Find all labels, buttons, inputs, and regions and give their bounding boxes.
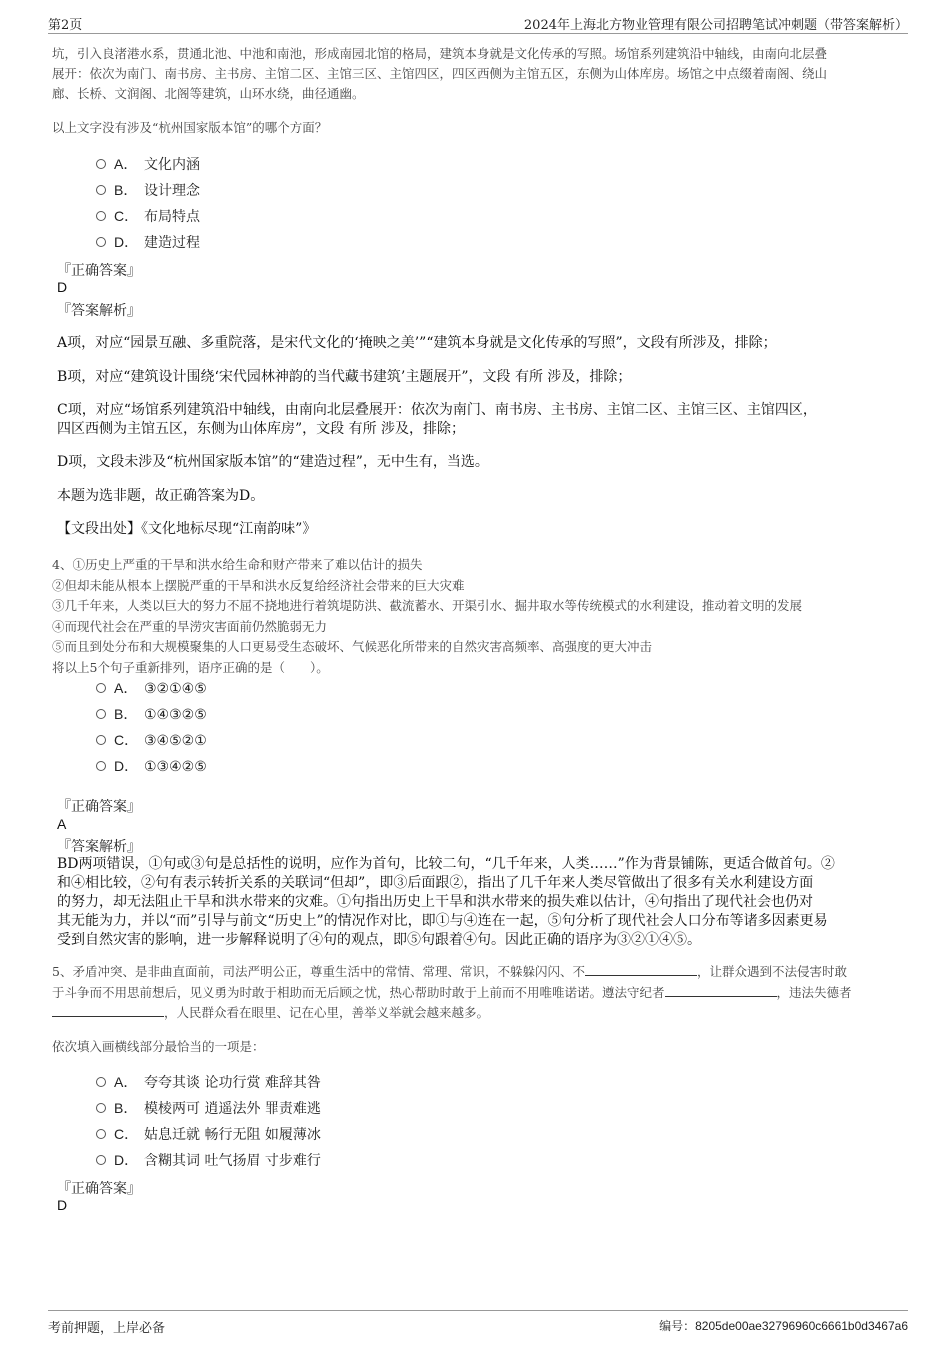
analysis-label: 『答案解析』 — [57, 839, 141, 855]
fill-blank-1[interactable] — [585, 964, 697, 976]
q4-option-d[interactable]: D． ①③④②⑤ — [96, 756, 207, 776]
q4-option-c[interactable]: C． ③④⑤②① — [96, 730, 207, 750]
q3-option-a[interactable]: A． 文化内涵 — [96, 154, 200, 174]
analysis-conclusion: 本题为选非题，故正确答案为D。 — [57, 488, 265, 504]
answer-value: A — [57, 816, 67, 832]
q4-line: 将以上5个句子重新排列，语序正确的是（ ）。 — [52, 659, 329, 675]
answer-label: 『正确答案』 — [57, 1181, 141, 1197]
fill-blank-3[interactable] — [52, 1005, 164, 1017]
passage-line: 展开：依次为南门、南书房、主书房、主馆二区、主馆三区、主馆四区，四区西侧为主馆五区，东侧为山体库房。场馆之中点缀着南阁、绕山 — [52, 66, 828, 81]
radio-icon[interactable] — [96, 1155, 106, 1165]
analysis-line: BD两项错误，①句或③句是总括性的说明，应作为首句，比较二句，“几千年来，人类……”作为背景铺陈，更适合做首句。② — [57, 856, 835, 872]
radio-icon[interactable] — [96, 761, 106, 771]
answer-label: 『正确答案』 — [57, 799, 141, 815]
page-footer — [48, 1310, 908, 1338]
radio-icon[interactable] — [96, 185, 106, 195]
analysis-line: 的努力，却无法阻止干旱和洪水带来的灾难。①句指出历史上干旱和洪水带来的损失难以估计，④句指出了现代社会也仍对 — [57, 894, 813, 910]
q5-line-1: 5、矛盾冲突、是非曲直面前，司法严明公正，尊重生活中的常情、常理、常识，不躲躲闪闪、不 ，让群众遇到不法侵害时敢 — [52, 964, 847, 979]
analysis-a: A项，对应“园景互融、多重院落，是宋代文化的‘掩映之美’”“建筑本身就是文化传承的写照”，文段有所涉及，排除； — [57, 335, 777, 351]
q3-option-c[interactable]: C． 布局特点 — [96, 206, 200, 226]
analysis-line: 其无能为力，并以“而”引导与前文“历史上”的情况作对比，即①与④连在一起，⑤句分析了现代社会人口分布等诸多因素更易 — [57, 913, 828, 929]
answer-value: D — [57, 279, 68, 295]
q4-option-b[interactable]: B． ①④③②⑤ — [96, 704, 207, 724]
passage-line: 廊、长桥、文润阁、北阁等建筑，山环水绕，曲径通幽。 — [52, 86, 365, 101]
footer-slogan: 考前押题，上岸必备 — [48, 1321, 166, 1336]
q5-option-c[interactable]: C． 姑息迁就 畅行无阻 如履薄冰 — [96, 1124, 321, 1144]
page-number: 第2页 — [48, 18, 83, 33]
analysis-b: B项，对应“建筑设计围绕‘宋代园林神韵的当代藏书建筑’主题展开”，文段 有所 涉及，排除； — [57, 369, 632, 385]
q5-line-2: 于斗争而不用思前想后，见义勇为时敢于相助而无后顾之忧，热心帮助时敢于上前而不用唯唯诺诺。遵法守纪者 ，违法失德者 — [52, 984, 852, 1000]
q5-option-a[interactable]: A． 夸夸其谈 论功行赏 难辞其咎 — [96, 1072, 321, 1092]
q4-line: ⑤而且到处分布和大规模聚集的人口更易受生态破坏、气候恶化所带来的自然灾害高频率、高强度的更大冲击 — [52, 639, 653, 654]
answer-label: 『正确答案』 — [57, 263, 141, 279]
q5-question — [52, 962, 897, 1024]
radio-icon[interactable] — [96, 1077, 106, 1087]
radio-icon[interactable] — [96, 159, 106, 169]
q5-option-b[interactable]: B． 模棱两可 逍遥法外 罪责难逃 — [96, 1098, 321, 1118]
radio-icon[interactable] — [96, 709, 106, 719]
passage-line: 坑，引入良渚港水系，贯通北池、中池和南池，形成南园北馆的格局，建筑本身就是文化传承的写照。场馆系列建筑沿中轴线，由南向北层叠 — [52, 46, 828, 61]
document-title: 2024年上海北方物业管理有限公司招聘笔试冲刺题（带答案解析） — [523, 18, 908, 33]
q5-option-d[interactable]: D． 含糊其词 吐气扬眉 寸步难行 — [96, 1150, 321, 1170]
q4-line: ③几千年来，人类以巨大的努力不屈不挠地进行着筑堤防洪、截流蓄水、开渠引水、掘井取水等传统模式的水利建设，推动着文明的发展 — [52, 598, 803, 613]
fill-blank-2[interactable] — [665, 985, 777, 997]
radio-icon[interactable] — [96, 211, 106, 221]
q4-line: ④而现代社会在严重的旱涝灾害面前仍然脆弱无力 — [52, 618, 328, 634]
analysis-c-line1: C项，对应“场馆系列建筑沿中轴线，由南向北层叠展开：依次为南门、南书房、主书房、主馆二区、主馆三区、主馆四区， — [57, 402, 817, 418]
page-header — [48, 12, 908, 34]
radio-icon[interactable] — [96, 1129, 106, 1139]
radio-icon[interactable] — [96, 237, 106, 247]
q4-option-a[interactable]: A． ③②①④⑤ — [96, 678, 207, 698]
q4-line: ②但却未能从根本上摆脱严重的干旱和洪水反复给经济社会带来的巨大灾难 — [52, 577, 465, 593]
radio-icon[interactable] — [96, 1103, 106, 1113]
answer-value: D — [57, 1197, 68, 1213]
q4-analysis — [57, 855, 897, 950]
q4-line: 4、①历史上严重的干旱和洪水给生命和财产带来了难以估计的损失 — [52, 557, 423, 572]
q5-line-3: ，人民群众看在眼里、记在心里，善举义举就会越来越多。 — [52, 1003, 897, 1024]
q3-passage — [52, 44, 897, 104]
analysis-line: 和④相比较，②句有表示转折关系的关联词“但却”，即③后面跟②，指出了几千年来人类尽管做出了很多有关水利建设方面 — [57, 875, 814, 891]
q3-option-b[interactable]: B． 设计理念 — [96, 180, 200, 200]
passage-source: 【文段出处】《文化地标尽现“江南韵味”》 — [57, 521, 317, 537]
q5-prompt: 依次填入画横线部分最恰当的一项是： — [52, 1039, 265, 1054]
q3-option-d[interactable]: D． 建造过程 — [96, 232, 200, 252]
radio-icon[interactable] — [96, 683, 106, 693]
analysis-line: 受到自然灾害的影响，进一步解释说明了④句的观点，即⑤句跟着④句。因此正确的语序为③②①④⑤。 — [57, 932, 701, 948]
radio-icon[interactable] — [96, 735, 106, 745]
analysis-c-line2: 四区西侧为主馆五区，东侧为山体库房”，文段 有所 涉及，排除； — [57, 421, 466, 437]
analysis-d: D项，文段未涉及“杭州国家版本馆”的“建造过程”，无中生有，当选。 — [57, 454, 489, 470]
document-code: 编号：8205de00ae32796960c6661b0d3467a6 — [659, 1319, 908, 1333]
analysis-label: 『答案解析』 — [57, 303, 141, 319]
q3-question: 以上文字没有涉及“杭州国家版本馆”的哪个方面？ — [52, 120, 328, 135]
q4-question — [52, 555, 897, 678]
